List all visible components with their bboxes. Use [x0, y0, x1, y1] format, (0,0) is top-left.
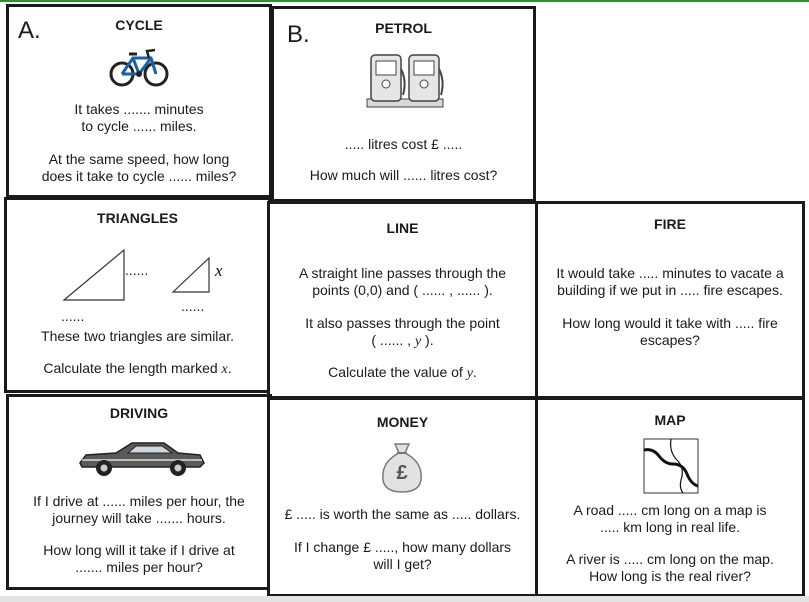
line-text-1: A straight line passes through the: [298, 265, 507, 281]
map-text-4: How long is the real river?: [589, 568, 751, 584]
cycle-text-1: It takes ....... minutes: [74, 101, 204, 117]
label-a: A.: [18, 17, 41, 44]
money-title: MONEY: [376, 414, 429, 430]
fire-text-1: It would take ..... minutes to vacate a: [556, 265, 784, 281]
fire-text-3: How long would it take with ..... fire: [562, 315, 778, 331]
line-card: [267, 201, 538, 399]
small-triangle-shape: [169, 252, 213, 296]
driving-title: DRIVING: [109, 405, 169, 421]
money-text-2: If I change £ ....., how many dollars: [293, 539, 512, 555]
line-title: LINE: [386, 220, 419, 236]
map-icon: [643, 438, 699, 494]
petrol-text-2: How much will ...... litres cost?: [309, 167, 498, 183]
cycle-text-2: to cycle ...... miles.: [81, 118, 197, 134]
triangles-text-2: Calculate the length marked x.: [43, 360, 232, 377]
dots-small-bottom: ......: [181, 298, 205, 314]
triangles-text-1: These two triangles are similar.: [41, 328, 234, 344]
bottom-strip: [0, 596, 809, 602]
money-text-3: will I get?: [373, 556, 432, 572]
line-text-3: It also passes through the point: [305, 315, 500, 331]
cycle-card: [6, 4, 272, 198]
driving-card: [6, 394, 272, 590]
pound-symbol: £: [396, 462, 408, 484]
cycle-text-4: does it take to cycle ...... miles?: [41, 168, 237, 184]
label-b: B.: [287, 21, 310, 48]
petrol-card: [271, 6, 536, 202]
fire-text-2: building if we put in ..... fire escapes.: [557, 282, 783, 298]
line-text-5: Calculate the value of y.: [328, 364, 477, 381]
line-text-4: ( ...... , y ).: [371, 332, 434, 349]
cycle-text-3: At the same speed, how long: [48, 151, 230, 167]
petrol-pump-icon: [365, 51, 445, 109]
fire-card: [535, 201, 805, 399]
bicycle-icon: [109, 45, 169, 89]
driving-text-2: journey will take ....... hours.: [52, 510, 226, 526]
money-text-1: £ ..... is worth the same as ..... dollars.: [284, 506, 521, 522]
top-accent-line: [0, 0, 809, 2]
driving-text-3: How long will it take if I drive at: [43, 542, 235, 558]
driving-text-1: If I drive at ...... miles per hour, the: [33, 493, 245, 509]
fire-title: FIRE: [654, 216, 686, 232]
petrol-text-1: ..... litres cost £ .....: [344, 136, 463, 152]
dots-large-bottom: ......: [61, 308, 85, 324]
fire-text-4: escapes?: [640, 332, 700, 348]
cycle-title: CYCLE: [115, 17, 163, 33]
side-x-label: x: [215, 261, 223, 280]
map-text-2: ..... km long in real life.: [599, 519, 741, 535]
triangles-card: [4, 197, 271, 393]
dots-right-side: ......: [125, 262, 149, 278]
large-triangle-shape: [60, 246, 130, 304]
map-text-1: A road ..... cm long on a map is: [573, 502, 767, 518]
car-icon: [76, 437, 206, 477]
map-card: [535, 397, 805, 597]
triangles-title: TRIANGLES: [97, 210, 178, 226]
map-text-3: A river is ..... cm long on the map.: [566, 551, 774, 567]
money-card: [267, 397, 538, 597]
map-title: MAP: [654, 412, 686, 428]
petrol-title: PETROL: [375, 20, 432, 36]
line-text-2: points (0,0) and ( ...... , ...... ).: [312, 282, 493, 298]
driving-text-4: ....... miles per hour?: [75, 559, 203, 575]
